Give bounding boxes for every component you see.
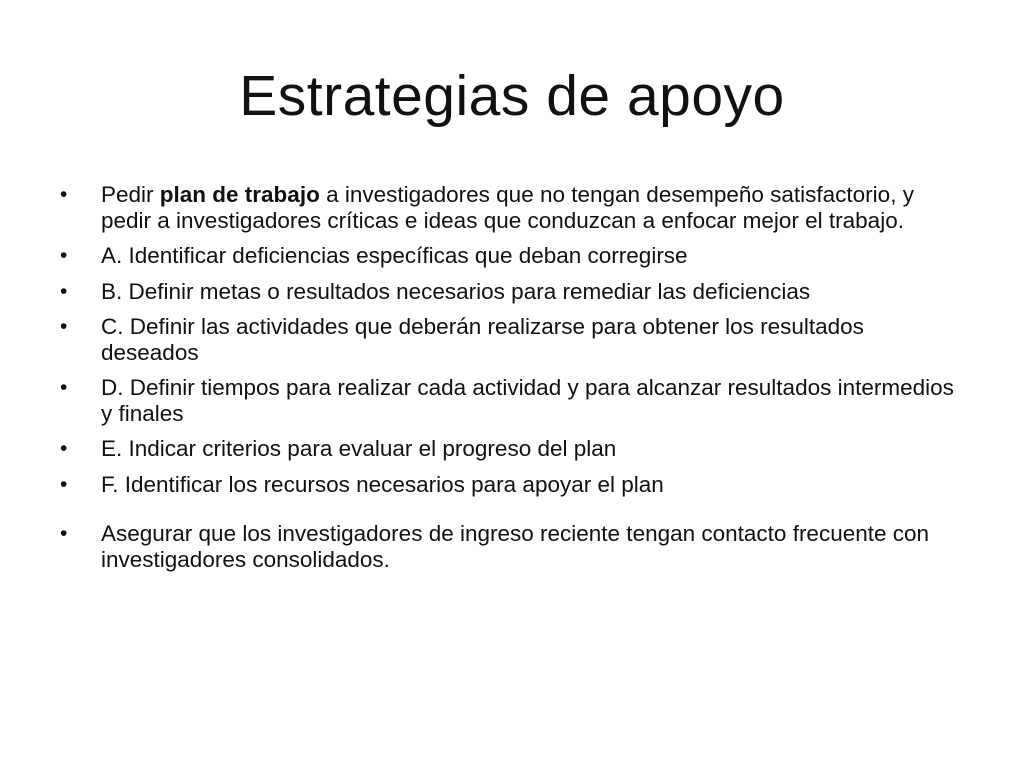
bullet-item-plan-de-trabajo: [60, 182, 960, 233]
bullet-text: B. Definir metas o resultados necesarios para remediar las deficiencias: [101, 278, 811, 304]
bullet-text-before: Pedir: [101, 182, 160, 207]
slide-title: Estrategias de apoyo: [239, 64, 785, 128]
bullet-text: E. Indicar criterios para evaluar el progreso del plan: [101, 436, 617, 461]
bullet-text-after: a investigadores que no tengan desempeño satisfactorio, y pedir a investigadores críticas e ideas que conduzcan a enfocar mejor el trabajo.: [101, 182, 914, 233]
bullet-list: [60, 182, 960, 582]
bullet-item-f: [60, 472, 960, 498]
bullet-text: Asegurar que los investigadores de ingreso reciente tengan contacto frecuente con investigadores consolidados.: [101, 521, 930, 572]
bullet-icon: •: [60, 279, 68, 303]
bullet-item-c: [60, 314, 960, 365]
bullet-text: F. Identificar los recursos necesarios para apoyar el plan: [101, 471, 664, 497]
bullet-item-d: [60, 375, 960, 426]
bullet-icon: •: [60, 244, 68, 267]
bullet-icon: •: [60, 437, 68, 460]
bullet-item-a: [60, 243, 960, 269]
bullet-text-bold: plan de trabajo: [159, 182, 320, 207]
bullet-icon: •: [60, 183, 68, 206]
bullet-text: C. Definir las actividades que deberán realizarse para obtener los resultados deseados: [101, 314, 864, 365]
bullet-icon: •: [60, 315, 68, 338]
bullet-item-e: [60, 436, 960, 462]
bullet-item-asegurar: [60, 521, 960, 572]
bullet-icon: •: [60, 472, 68, 496]
bullet-icon: •: [60, 522, 68, 545]
bullet-item-b: [60, 279, 960, 305]
bullet-icon: •: [60, 376, 68, 399]
bullet-text: A. Identificar deficiencias específicas que deban corregirse: [101, 243, 688, 268]
bullet-text: D. Definir tiempos para realizar cada actividad y para alcanzar resultados intermedios y finales: [101, 375, 954, 426]
